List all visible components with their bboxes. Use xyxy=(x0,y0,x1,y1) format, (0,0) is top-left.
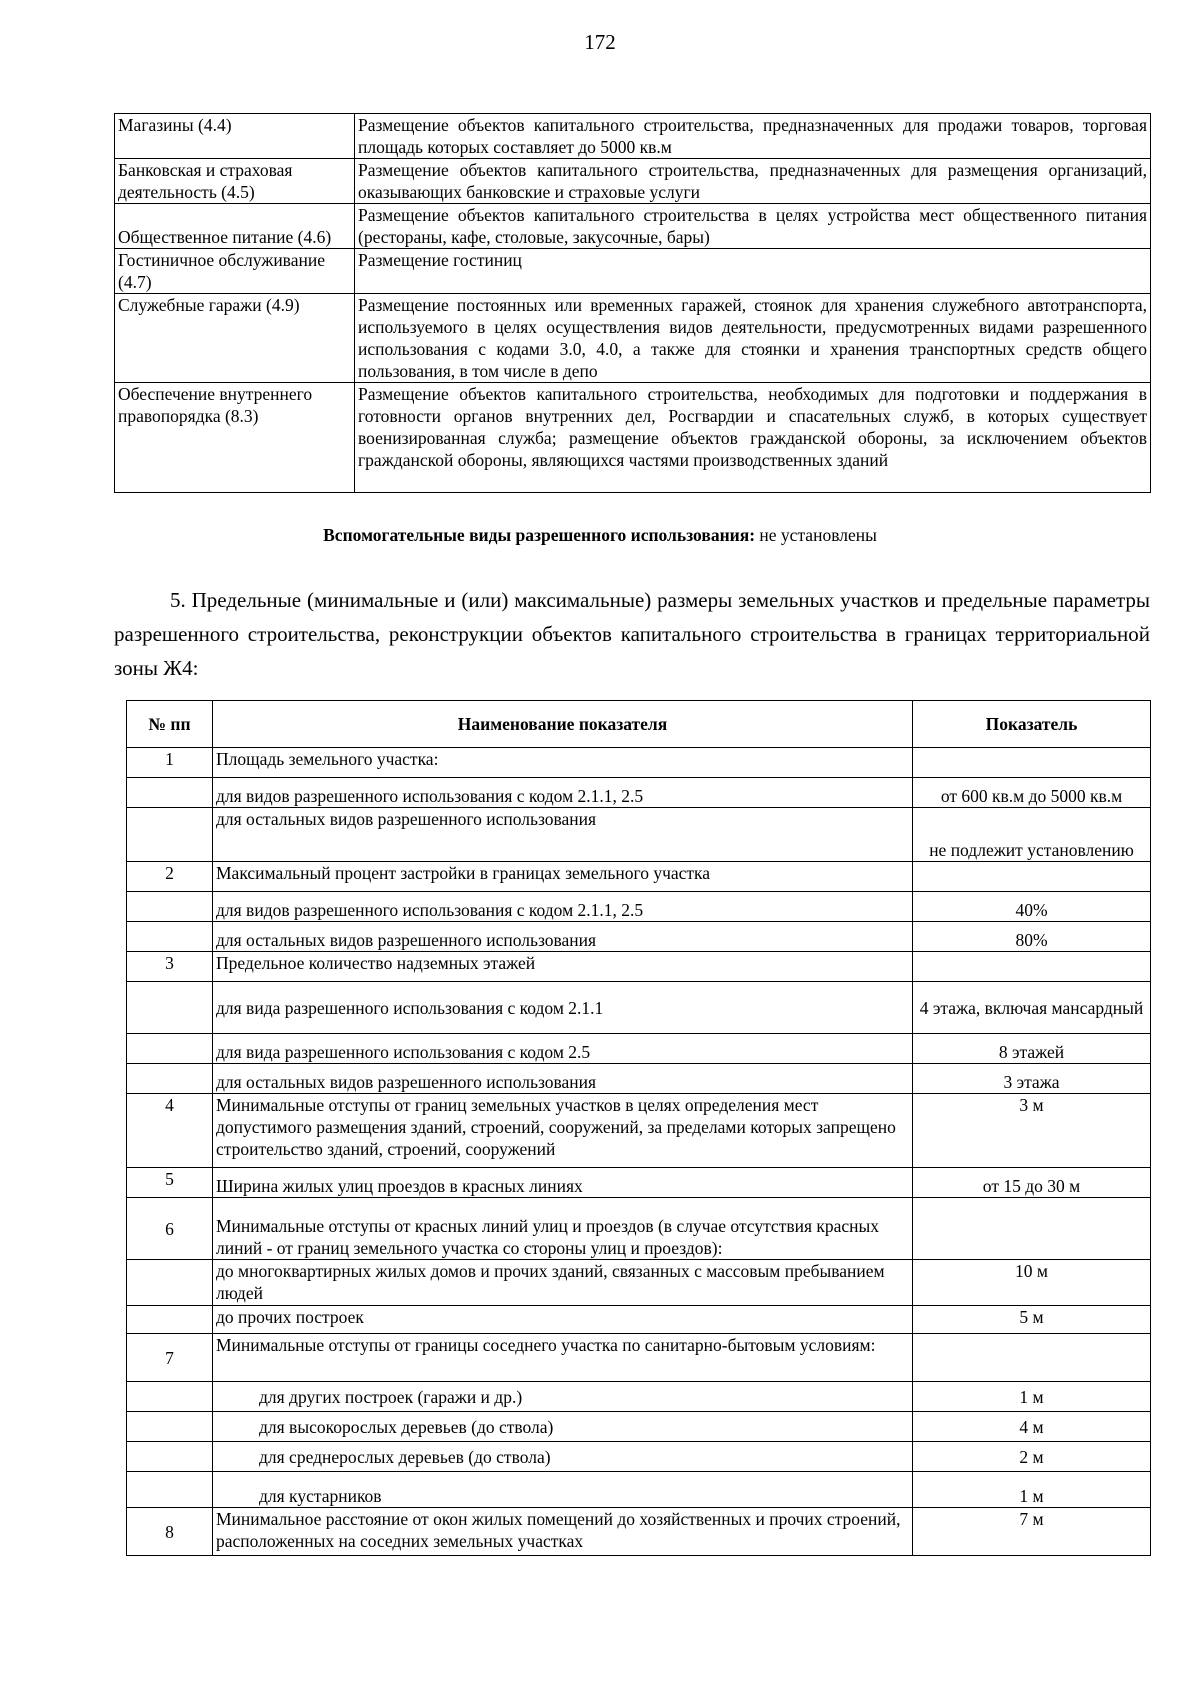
table-row xyxy=(127,1094,1151,1168)
column-header-number: № пп xyxy=(127,701,213,748)
use-description: Размещение объектов капитального строительства, предназначенных для размещения организаций, оказывающих банковские и страховые услуги xyxy=(355,159,1151,204)
permitted-uses-table xyxy=(114,113,1151,493)
indicator-name: для вида разрешенного использования с кодом 2.5 xyxy=(213,1034,913,1064)
use-name: Обеспечение внутреннего правопорядка (8.3) xyxy=(115,383,355,493)
indicator-name: для вида разрешенного использования с кодом 2.1.1 xyxy=(213,982,913,1034)
section-5-paragraph: 5. Предельные (минимальные и (или) максимальные) размеры земельных участков и предельные параметры разрешенного строительства, реконструкции объектов капитального строительства в границах территориальной зоны Ж4: xyxy=(114,588,1150,680)
indicator-value: 8 этажей xyxy=(913,1034,1151,1064)
indicator-value xyxy=(913,952,1151,982)
row-number xyxy=(127,1442,213,1472)
row-number: 4 xyxy=(127,1094,213,1168)
row-number: 6 xyxy=(127,1198,213,1260)
row-number: 5 xyxy=(127,1168,213,1198)
indicator-name: Площадь земельного участка: xyxy=(213,748,913,778)
use-name: Гостиничное обслуживание (4.7) xyxy=(115,249,355,294)
use-name: Банковская и страховая деятельность (4.5) xyxy=(115,159,355,204)
indicator-name: для кустарников xyxy=(213,1472,913,1508)
column-header-name: Наименование показателя xyxy=(213,701,913,748)
indicator-value: 1 м xyxy=(913,1382,1151,1412)
indicator-name: Максимальный процент застройки в границах земельного участка xyxy=(213,862,913,892)
row-number xyxy=(127,982,213,1034)
indicator-value xyxy=(913,1334,1151,1382)
indicator-value: 3 м xyxy=(913,1094,1151,1168)
parameters-table xyxy=(126,700,1151,1556)
indicator-value: 4 этажа, включая мансардный xyxy=(913,982,1151,1034)
table-row xyxy=(127,1334,1151,1382)
indicator-value: 2 м xyxy=(913,1442,1151,1472)
table-row xyxy=(115,249,1151,294)
indicator-value xyxy=(913,748,1151,778)
table-row xyxy=(127,1412,1151,1442)
table-row xyxy=(127,778,1151,808)
indicator-name: для среднерослых деревьев (до ствола) xyxy=(213,1442,913,1472)
row-number: 2 xyxy=(127,862,213,892)
table-row xyxy=(127,1382,1151,1412)
indicator-name: Минимальные отступы от красных линий улиц и проездов (в случае отсутствия красных линий - от границ земельного участка со стороны улиц и проездов): xyxy=(213,1198,913,1260)
row-number xyxy=(127,1260,213,1306)
indicator-name: для остальных видов разрешенного использования xyxy=(213,922,913,952)
row-number xyxy=(127,778,213,808)
indicator-value: не подлежит установлению xyxy=(913,808,1151,862)
auxiliary-uses-label: Вспомогательные виды разрешенного использования: xyxy=(323,525,756,545)
use-name: Общественное питание (4.6) xyxy=(115,204,355,249)
indicator-name: Ширина жилых улиц проездов в красных линиях xyxy=(213,1168,913,1198)
table-row xyxy=(115,114,1151,159)
indicator-value: 5 м xyxy=(913,1306,1151,1334)
use-name: Магазины (4.4) xyxy=(115,114,355,159)
row-number xyxy=(127,1472,213,1508)
use-description: Размещение объектов капитального строительства, предназначенных для продажи товаров, торговая площадь которых составляет до 5000 кв.м xyxy=(355,114,1151,159)
indicator-name: для остальных видов разрешенного использования xyxy=(213,1064,913,1094)
indicator-name: для видов разрешенного использования с кодом 2.1.1, 2.5 xyxy=(213,892,913,922)
row-number xyxy=(127,1412,213,1442)
table-row xyxy=(127,1198,1151,1260)
row-number xyxy=(127,1064,213,1094)
table-header-row xyxy=(127,701,1151,748)
indicator-value: 7 м xyxy=(913,1508,1151,1556)
indicator-value: 3 этажа xyxy=(913,1064,1151,1094)
indicator-name: до прочих построек xyxy=(213,1306,913,1334)
row-number xyxy=(127,892,213,922)
indicator-name: Минимальное расстояние от окон жилых помещений до хозяйственных и прочих строений, расположенных на соседних земельных участках xyxy=(213,1508,913,1556)
table-row xyxy=(127,1472,1151,1508)
indicator-value: 40% xyxy=(913,892,1151,922)
use-description: Размещение гостиниц xyxy=(355,249,1151,294)
use-description: Размещение объектов капитального строительства в целях устройства мест общественного питания (рестораны, кафе, столовые, закусочные, бары) xyxy=(355,204,1151,249)
indicator-name: до многоквартирных жилых домов и прочих зданий, связанных с массовым пребыванием людей xyxy=(213,1260,913,1306)
table-row xyxy=(127,952,1151,982)
table-row xyxy=(127,982,1151,1034)
table-row xyxy=(127,1442,1151,1472)
auxiliary-uses-line xyxy=(0,525,1200,546)
table-row xyxy=(127,1260,1151,1306)
row-number xyxy=(127,1382,213,1412)
table-row xyxy=(127,1306,1151,1334)
indicator-name: Предельное количество надземных этажей xyxy=(213,952,913,982)
indicator-name: Минимальные отступы от границы соседнего участка по санитарно-бытовым условиям: xyxy=(213,1334,913,1382)
indicator-name: Минимальные отступы от границ земельных участков в целях определения мест допустимого размещения зданий, строений, сооружений, за пределами которых запрещено строительство зданий, строений, сооружений xyxy=(213,1094,913,1168)
indicator-value: 1 м xyxy=(913,1472,1151,1508)
table-row xyxy=(127,862,1151,892)
row-number xyxy=(127,808,213,862)
indicator-value xyxy=(913,1198,1151,1260)
use-name: Служебные гаражи (4.9) xyxy=(115,294,355,383)
table-row xyxy=(127,1168,1151,1198)
table-row xyxy=(127,1508,1151,1556)
table-row xyxy=(115,204,1151,249)
indicator-value: 80% xyxy=(913,922,1151,952)
table-row xyxy=(115,383,1151,493)
auxiliary-uses-value: не установлены xyxy=(755,525,877,545)
table-row xyxy=(115,159,1151,204)
table-row xyxy=(127,892,1151,922)
table-row xyxy=(127,922,1151,952)
table-row xyxy=(127,1034,1151,1064)
table-row xyxy=(127,1064,1151,1094)
row-number: 3 xyxy=(127,952,213,982)
indicator-value: 10 м xyxy=(913,1260,1151,1306)
indicator-value: от 600 кв.м до 5000 кв.м xyxy=(913,778,1151,808)
table-row xyxy=(127,748,1151,778)
row-number: 8 xyxy=(127,1508,213,1556)
row-number xyxy=(127,1306,213,1334)
use-description: Размещение постоянных или временных гаражей, стоянок для хранения служебного автотранспорта, используемого в целях осуществления видов деятельности, предусмотренных видами разрешенного использования с кодами 3.0, 4.0, а также для стоянки и хранения транспортных средств общего пользования, в том числе в депо xyxy=(355,294,1151,383)
row-number: 1 xyxy=(127,748,213,778)
indicator-name: для других построек (гаражи и др.) xyxy=(213,1382,913,1412)
indicator-name: для высокорослых деревьев (до ствола) xyxy=(213,1412,913,1442)
use-description: Размещение объектов капитального строительства, необходимых для подготовки и поддержания в готовности органов внутренних дел, Росгвардии и спасательных служб, в которых существует военизированная служба; размещение объектов гражданской обороны, за исключением объектов гражданской обороны, являющихся частями производственных зданий xyxy=(355,383,1151,493)
page-number: 172 xyxy=(584,30,616,54)
row-number xyxy=(127,1034,213,1064)
row-number xyxy=(127,922,213,952)
indicator-name: для остальных видов разрешенного использования xyxy=(213,808,913,862)
column-header-value: Показатель xyxy=(913,701,1151,748)
indicator-name: для видов разрешенного использования с кодом 2.1.1, 2.5 xyxy=(213,778,913,808)
table-row xyxy=(127,808,1151,862)
indicator-value: 4 м xyxy=(913,1412,1151,1442)
row-number: 7 xyxy=(127,1334,213,1382)
table-row xyxy=(115,294,1151,383)
indicator-value xyxy=(913,862,1151,892)
indicator-value: от 15 до 30 м xyxy=(913,1168,1151,1198)
